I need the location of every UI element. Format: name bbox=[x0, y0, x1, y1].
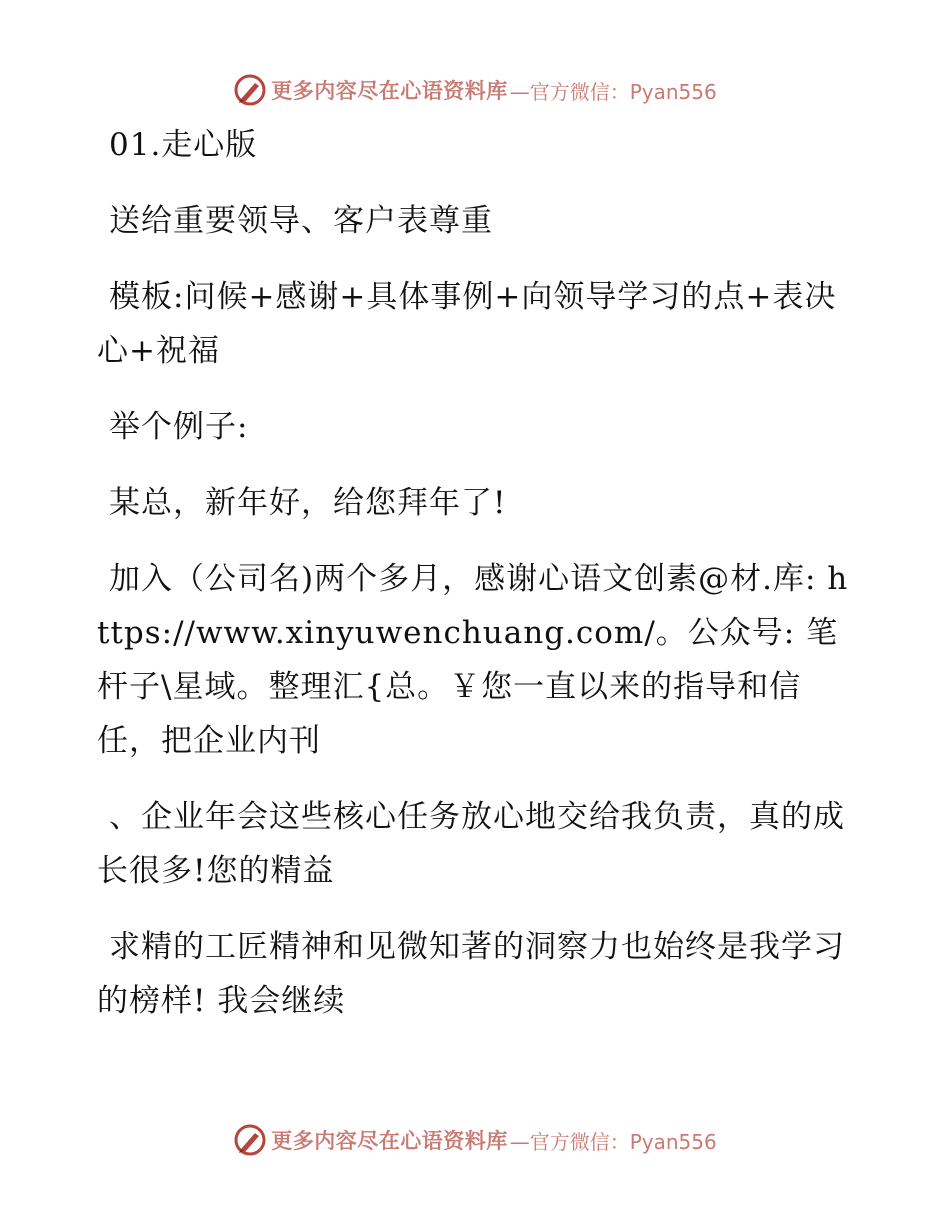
banner-title: 更多内容尽在心语资料库 bbox=[271, 1128, 508, 1153]
paragraph-example-label: 举个例子: bbox=[109, 409, 249, 445]
banner-title: 更多内容尽在心语资料库 bbox=[271, 78, 508, 103]
paragraph-learning: 求精的工匠精神和见微知著的洞察力也始终是我学习的榜样! 我会继续 bbox=[97, 929, 845, 1019]
pen-logo-icon bbox=[233, 73, 267, 107]
pen-logo-icon bbox=[233, 1123, 267, 1157]
paragraph-greeting: 某总，新年好，给您拜年了! bbox=[109, 485, 507, 521]
header-banner bbox=[0, 68, 950, 112]
paragraph-thanks: 加入（公司名)两个多月，感谢心语文创素@材.库: https://www.xinyuwenchuang.com/。公众号: 笔杆子\星域。整理汇{总。￥您一直以来的指导和信任，把企业内刊 bbox=[97, 561, 849, 759]
banner-wechat: —官方微信：Pyan556 bbox=[509, 1129, 717, 1154]
banner-wechat: —官方微信：Pyan556 bbox=[509, 79, 717, 104]
footer-banner bbox=[0, 1118, 950, 1162]
document-body bbox=[97, 118, 857, 1050]
paragraph-growth: 、企业年会这些核心任务放心地交给我负责，真的成长很多!您的精益 bbox=[97, 799, 845, 889]
paragraph-purpose: 送给重要领导、客户表尊重 bbox=[109, 203, 493, 239]
paragraph-title: 01.走心版 bbox=[109, 127, 258, 163]
paragraph-template: 模板:问候+感谢+具体事例+向领导学习的点+表决心+祝福 bbox=[97, 279, 837, 369]
